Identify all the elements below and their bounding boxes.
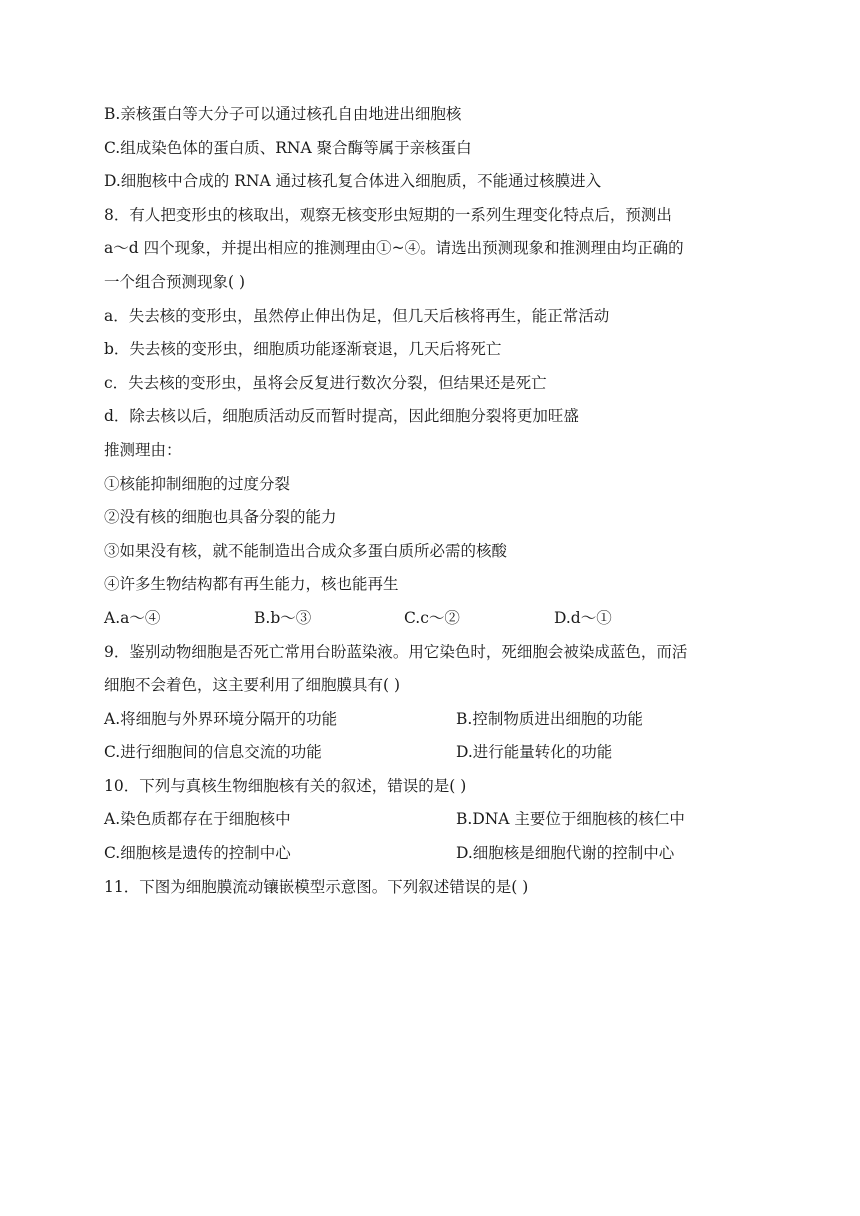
question-11 (104, 871, 764, 905)
q7-option-c: C.组成染色体的蛋白质、RNA 聚合酶等属于亲核蛋白 (104, 138, 472, 157)
q9-option-a: A.将细胞与外界环境分隔开的功能 (104, 709, 338, 728)
q9-option-b: B.控制物质进出细胞的功能 (456, 709, 643, 728)
question-9 (104, 636, 764, 770)
q10-option-d: D.细胞核是细胞代谢的控制中心 (456, 844, 675, 863)
q8-reason-3: ③如果没有核，就不能制造出合成众多蛋白质所必需的核酸 (104, 541, 508, 560)
q8-phenomenon-d: d．除去核以后，细胞质活动反而暂时提高，因此细胞分裂将更加旺盛 (104, 407, 579, 426)
q10-option-a: A.染色质都存在于细胞核中 (104, 810, 291, 829)
question-7-options (104, 98, 764, 199)
q7-option-b: B.亲核蛋白等大分子可以通过核孔自由地进出细胞核 (104, 105, 462, 123)
q9-option-c: C.进行细胞间的信息交流的功能 (104, 743, 322, 762)
q8-options-row (104, 602, 764, 636)
q11-stem: 11．下图为细胞膜流动镶嵌模型示意图。下列叙述错误的是( ) (104, 877, 529, 896)
q8-phenomenon-c: c．失去核的变形虫，虽将会反复进行数次分裂，但结果还是死亡 (104, 373, 547, 392)
q8-phenomenon-b: b．失去核的变形虫，细胞质功能逐渐衰退，几天后将死亡 (104, 340, 502, 359)
q10-option-c: C.细胞核是遗传的控制中心 (104, 844, 291, 863)
q10-option-b: B.DNA 主要位于细胞核的核仁中 (456, 810, 685, 829)
q8-reason-heading: 推测理由： (104, 440, 182, 459)
q8-option-b: B.b～③ (254, 608, 312, 627)
question-8 (104, 199, 764, 636)
q9-stem-line-1: 9．鉴别动物细胞是否死亡常用台盼蓝染液。用它染色时，死细胞会被染成蓝色，而活 (104, 642, 688, 661)
q10-options-row-2 (104, 837, 764, 871)
q9-stem-line-2: 细胞不会着色，这主要利用了细胞膜具有( ) (104, 676, 401, 695)
q8-phenomenon-a: a．失去核的变形虫，虽然停止伸出伪足，但几天后核将再生，能正常活动 (104, 306, 610, 325)
q10-options-row-1 (104, 803, 764, 837)
q8-stem-line-1: 8．有人把变形虫的核取出，观察无核变形虫短期的一系列生理变化特点后，预测出 (104, 205, 672, 224)
question-10 (104, 770, 764, 871)
q8-stem-line-3: 一个组合预测现象( ) (104, 272, 246, 291)
q8-option-a: A.a～④ (104, 608, 161, 627)
q9-options-row-2 (104, 736, 764, 770)
q8-option-c: C.c～② (404, 608, 460, 627)
q8-reason-1: ①核能抑制细胞的过度分裂 (104, 474, 291, 493)
q8-reason-4: ④许多生物结构都有再生能力，核也能再生 (104, 575, 399, 594)
q8-reason-2: ②没有核的细胞也具备分裂的能力 (104, 508, 337, 527)
q9-option-d: D.进行能量转化的功能 (456, 743, 613, 762)
q8-option-d: D.d～① (554, 608, 612, 627)
q8-stem-line-2: a～d 四个现象，并提出相应的推测理由①~④。请选出预测现象和推测理由均正确的 (104, 239, 684, 258)
exam-page (104, 98, 764, 904)
q9-options-row-1 (104, 703, 764, 737)
q10-stem: 10．下列与真核生物细胞核有关的叙述，错误的是( ) (104, 776, 467, 795)
q7-option-d: D.细胞核中合成的 RNA 通过核孔复合体进入细胞质，不能通过核膜进入 (104, 172, 602, 191)
